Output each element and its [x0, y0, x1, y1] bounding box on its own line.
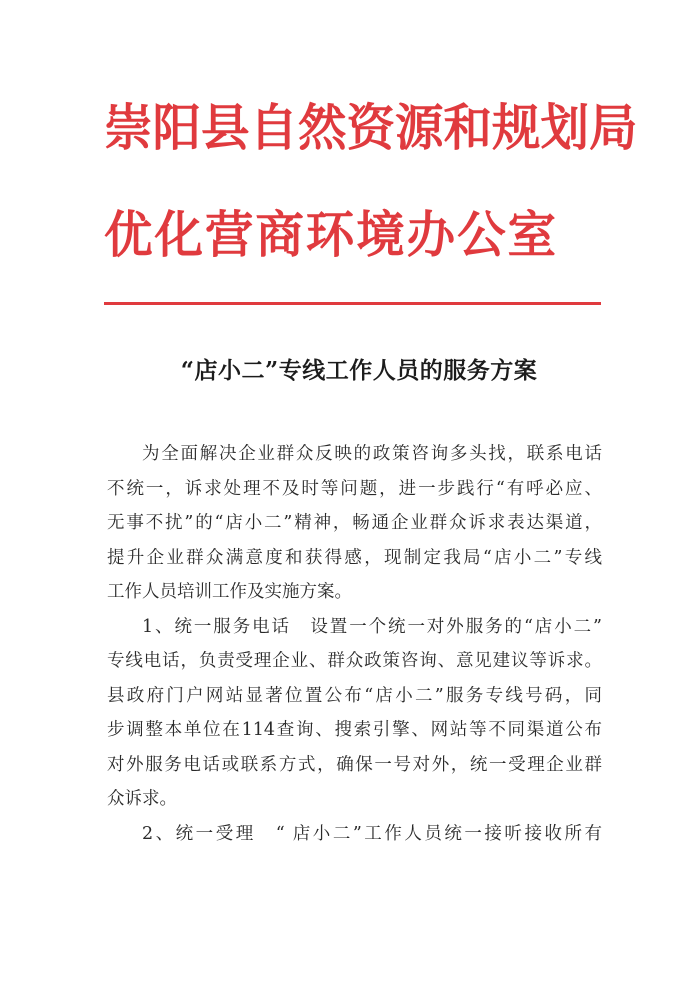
body-line: 无事不扰”的“店小二”精神，畅通企业群众诉求表达渠道， [107, 513, 602, 533]
body-line: 众诉求。 [107, 789, 177, 809]
document-title: “店小二”专线工作人员的服务方案 [180, 357, 538, 384]
header-org-name: 崇阳县自然资源和规划局 [104, 98, 638, 157]
body-line: 对外服务电话或联系方式，确保一号对外，统一受理企业群 [107, 754, 602, 775]
body-line: 提升企业群众满意度和获得感，现制定我局“店小二”专线 [107, 547, 602, 568]
body-line: 2、统一受理 “ 店小二”工作人员统一接听接收所有 [142, 823, 602, 844]
document-body [107, 437, 602, 851]
body-line: 步调整本单位在114查询、搜索引擎、网站等不同渠道公布 [107, 720, 602, 740]
header-office-name: 优化营商环境办公室 [104, 205, 558, 264]
body-line: 为全面解决企业群众反映的政策咨询多头找，联系电话 [142, 444, 602, 464]
body-line: 1、统一服务电话 设置一个统一对外服务的“店小二” [142, 616, 602, 637]
red-divider-line [104, 302, 601, 305]
body-line: 县政府门户网站显著位置公布“店小二”服务专线号码，同 [107, 685, 602, 706]
body-line: 工作人员培训工作及实施方案。 [107, 582, 352, 602]
body-line: 专线电话，负责受理企业、群众政策咨询、意见建议等诉求。 [107, 651, 602, 671]
body-line: 不统一，诉求处理不及时等问题，进一步践行“有呼必应、 [107, 478, 602, 499]
